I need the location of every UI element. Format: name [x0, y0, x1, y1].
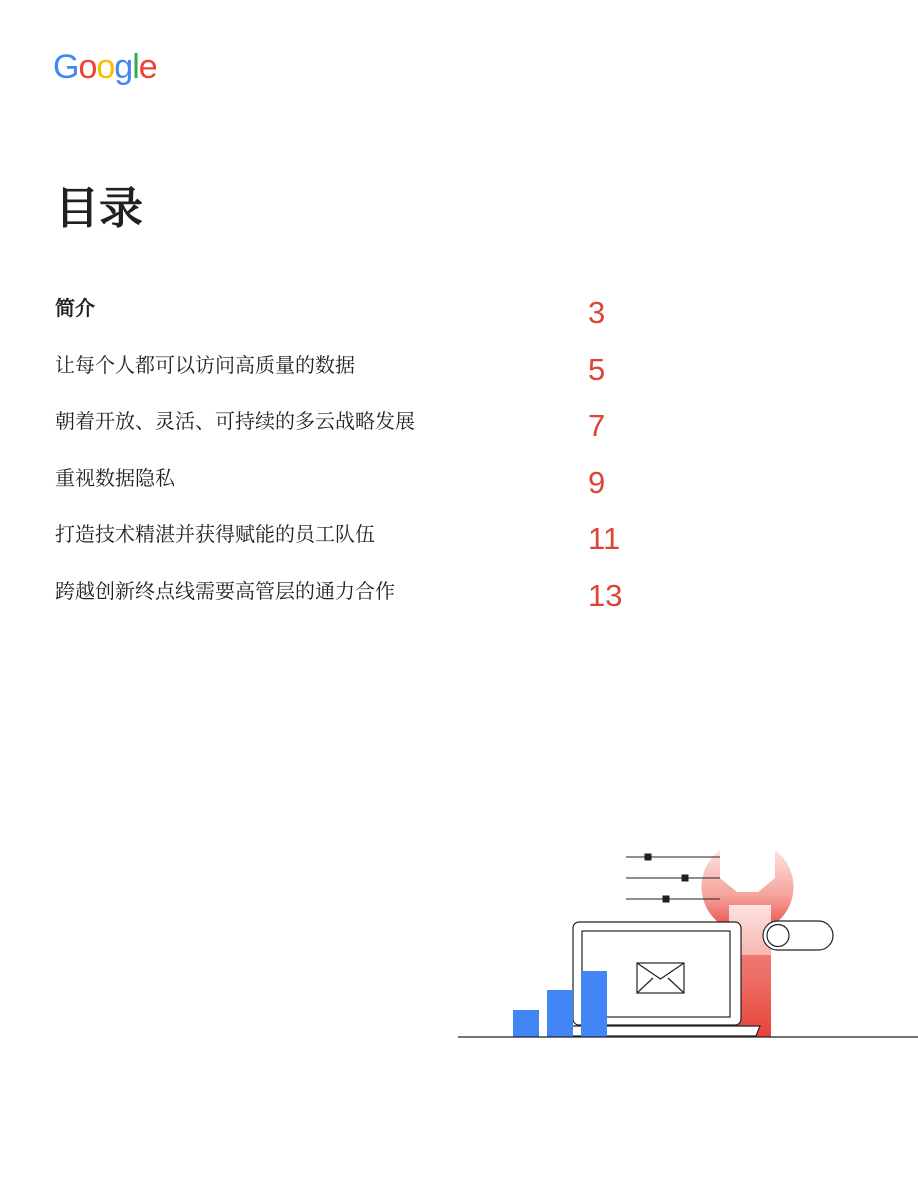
toc-page-number: 13 [588, 577, 623, 613]
google-logo [53, 50, 157, 84]
toc-entry-label: 让每个人都可以访问高质量的数据 [55, 352, 355, 377]
logo-letter: g [114, 48, 133, 86]
toc-page-number: 7 [588, 408, 606, 443]
toc-entry-label: 打造技术精湛并获得赋能的员工队伍 [55, 522, 375, 546]
bar-chart-icon [513, 971, 607, 1037]
toc-entry-workforce[interactable] [55, 516, 655, 573]
page-title: 目录 [55, 183, 143, 234]
toc-entry-privacy[interactable] [55, 460, 655, 517]
toc-page-number: 9 [588, 464, 606, 500]
logo-letter: o [96, 48, 115, 86]
toc-entry-label: 跨越创新终点线需要高管层的通力合作 [55, 578, 395, 603]
logo-letter: e [138, 48, 157, 86]
toc-entry-executive[interactable] [55, 573, 655, 630]
toc-page-number: 5 [588, 351, 606, 387]
table-of-contents [55, 290, 655, 629]
logo-letter: l [132, 48, 139, 86]
toc-entry-intro[interactable] [55, 290, 655, 347]
toc-entry-data-access[interactable] [55, 347, 655, 404]
logo-letter: G [53, 48, 79, 86]
tools-illustration [458, 845, 918, 1045]
toc-entry-label: 简介 [55, 296, 95, 320]
toc-page-number: 11 [588, 521, 621, 556]
logo-letter: o [78, 48, 97, 86]
toggle-icon [763, 921, 833, 950]
toc-entry-multicloud[interactable] [55, 403, 655, 460]
toc-entry-label: 重视数据隐私 [55, 465, 175, 490]
toc-page-number: 3 [588, 295, 606, 330]
toc-entry-label: 朝着开放、灵活、可持续的多云战略发展 [55, 409, 415, 433]
